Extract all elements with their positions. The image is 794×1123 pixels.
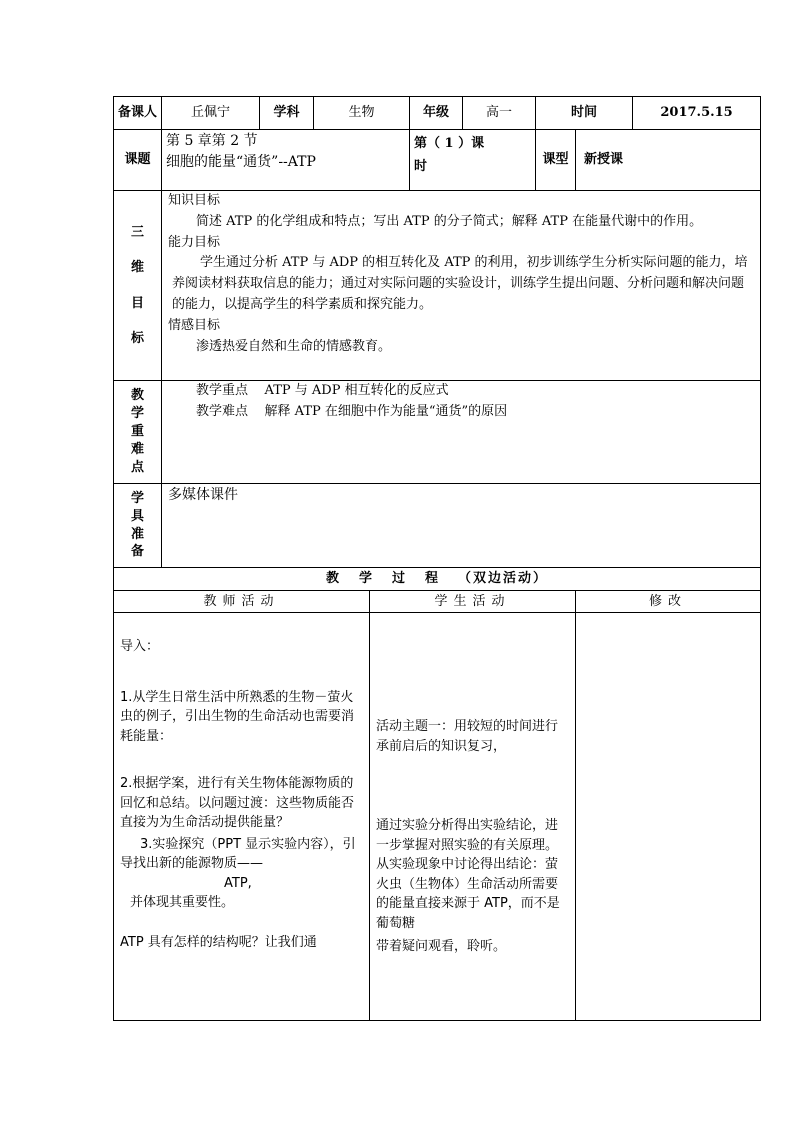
revise-header: 修改	[576, 591, 761, 613]
objectives-label-char: 标	[130, 330, 144, 346]
student-activity-header: 学生活动	[370, 591, 576, 613]
subject-value: 生物	[314, 97, 410, 130]
lesson-title: 细胞的能量“通货”--ATP	[166, 154, 316, 170]
teacher-item-3: 3.实验探究（PPT 显示实验内容），引导找出新的能源物质——	[120, 836, 356, 871]
knowledge-text: 简述 ATP 的化学组成和特点；写出 ATP 的分子简式；解释 ATP 在能量代谢中的作用。	[196, 213, 703, 229]
objectives-label	[114, 191, 162, 381]
preparer-name: 丘佩宁	[162, 97, 260, 130]
emotion-text: 渗透热爱自然和生命的情感教育。	[196, 338, 392, 354]
tools-content: 多媒体课件	[162, 484, 761, 568]
keypoints-cell	[162, 381, 761, 484]
keypoints-label	[114, 381, 162, 484]
process-title	[114, 568, 761, 591]
teacher-item-2: 2.根据学案，进行有关生物体能源物质的回忆和总结。以问题过渡：这些物质能否直接为为生命活动提供能量？	[120, 776, 355, 830]
period-cell	[410, 130, 536, 191]
time-label: 时间	[536, 97, 633, 130]
emotion-heading: 情感目标	[168, 317, 221, 333]
keypoints-label-char: 重	[130, 424, 144, 440]
teacher-activity-cell	[114, 613, 370, 1021]
teacher-activity-header: 教师活动	[114, 591, 370, 613]
tools-label-char: 学	[130, 491, 144, 507]
keypoints-label-char: 教	[130, 388, 144, 404]
teacher-item-3-atp: ATP,	[224, 875, 252, 891]
teaching-difficulty: 教学难点 解释 ATP 在细胞中作为能量“通货”的原因	[196, 403, 508, 419]
student-activity-cell	[370, 613, 576, 1021]
student-activity-2: 通过实验分析得出实验结论，进一步掌握对照实验的有关原理。从实验现象中讨论得出结论：萤火虫（生物体）生命活动所需要的能量直接来源于 ATP，而不是葡萄糖	[376, 818, 560, 931]
period-line1: 第（ 1 ）课	[414, 136, 485, 151]
preparer-label: 备课人	[114, 97, 162, 130]
keypoints-label-char: 学	[130, 406, 144, 422]
type-value: 新授课	[576, 130, 761, 191]
ability-heading: 能力目标	[168, 234, 221, 250]
tools-label-char: 准	[130, 526, 144, 542]
tools-label-char: 具	[130, 508, 144, 524]
topic-label: 课题	[114, 130, 162, 191]
tools-label	[114, 484, 162, 568]
date-value: 2017.5.15	[633, 97, 761, 130]
teacher-item-3-end: 并体现其重要性。	[130, 895, 235, 910]
subject-label: 学科	[260, 97, 314, 130]
lesson-plan-table	[113, 96, 761, 1021]
objectives-label-char: 维	[130, 260, 144, 276]
teacher-intro: 导入：	[120, 639, 160, 654]
topic-cell	[162, 130, 410, 191]
grade-label: 年级	[410, 97, 463, 130]
objectives-label-char: 三	[130, 225, 144, 241]
revise-cell	[576, 613, 761, 1021]
grade-value: 高一	[463, 97, 536, 130]
objectives-cell	[162, 191, 761, 381]
process-title-main: 教学过程	[326, 571, 459, 587]
keypoints-label-char: 点	[130, 459, 144, 475]
knowledge-heading: 知识目标	[168, 193, 221, 208]
period-line2: 时	[414, 158, 428, 174]
process-title-sub: （双边活动）	[458, 571, 549, 587]
teacher-question: ATP 具有怎样的结构呢？让我们通	[120, 934, 317, 950]
student-activity-1: 活动主题一：用较短的时间进行承前启后的知识复习，	[376, 719, 559, 754]
ability-text: 学生通过分析 ATP 与 ADP 的相互转化及 ATP 的利用，初步训练学生分析实际问题的能力，培养阅读材料获取信息的能力；通过对实际问题的实验设计，训练学生提出问题、分析问题和解决问题的能力，以提高学生的科学素质和探究能力。	[172, 255, 748, 312]
student-activity-3: 带着疑问观看，聆听。	[376, 939, 507, 954]
teaching-focus: 教学重点 ATP 与 ADP 相互转化的反应式	[196, 383, 449, 398]
keypoints-label-char: 难	[130, 441, 144, 457]
objectives-label-char: 目	[130, 295, 144, 311]
teacher-item-1: 1.从学生日常生活中所熟悉的生物－萤火虫的例子，引出生物的生命活动也需要消耗能量：	[120, 689, 355, 744]
chapter-text: 第 5 章第 2 节	[166, 133, 258, 149]
type-label: 课型	[536, 130, 576, 191]
tools-label-char: 备	[130, 544, 144, 560]
